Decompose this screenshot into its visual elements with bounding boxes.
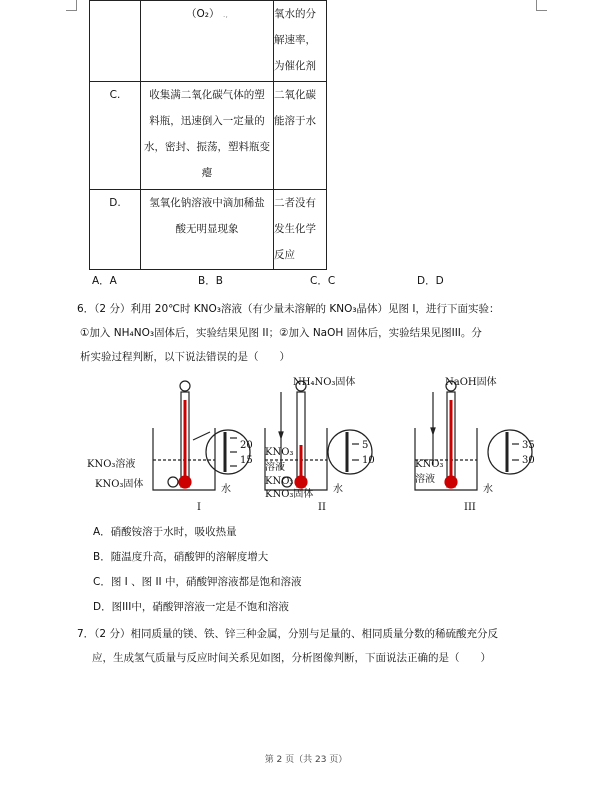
table-row [90, 190, 327, 270]
water-label: 水 [333, 484, 343, 495]
options-table [89, 0, 327, 270]
crop-mark [536, 0, 547, 11]
question-6-line-3: 析实验过程判断，以下说法错误的是（ ） [80, 351, 290, 363]
thermometer-zoom-3 [488, 430, 532, 474]
temp-label: 35 [522, 440, 535, 451]
thermometer-zoom-1 [206, 430, 250, 474]
table-row [90, 82, 327, 190]
thermometer-zoom-2 [328, 430, 372, 474]
table-cell-experiment: 收集满二氧化碳气体的塑 料瓶，迅速倒入一定量的 水，密封、振荡，塑料瓶变 瘪 [141, 82, 274, 190]
table-cell-experiment: （O₂） ., [141, 1, 274, 82]
naoh-label: NaOH固体 [445, 377, 497, 388]
table-cell-experiment: 氢氧化钠溶液中滴加稀盐 酸无明显现象 [141, 190, 274, 270]
q6-option-a: A．硝酸铵溶于水时，吸收热量 [93, 526, 237, 538]
experiment-figure [85, 370, 555, 515]
q6-option-b: B．随温度升高，硝酸钾的溶解度增大 [93, 551, 269, 563]
option-a: A．A [92, 275, 117, 287]
option-d: D．D [417, 275, 444, 287]
table-cell-label: C. [90, 82, 141, 190]
figure-label-1: I [197, 502, 201, 513]
table-cell-label: D. [90, 190, 141, 270]
q6-option-c: C．图 I 、图 II 中，硝酸钾溶液都是饱和溶液 [93, 576, 302, 588]
table-cell-conclusion: 二者没有 发生化学 反应 [274, 190, 327, 270]
water-label: 水 [221, 484, 231, 495]
table-cell-conclusion: 二氧化碳 能溶于水 [274, 82, 327, 190]
solution-label: 溶液 [265, 462, 285, 473]
temp-label: 5 [362, 440, 369, 451]
table-cell-label [90, 1, 141, 82]
kno3-solid-label: KNO₃固体 [95, 479, 144, 490]
question-7-line-2: 应，生成氢气质量与反应时间关系见如图，分析图像判断，下面说法正确的是（ ） [92, 652, 491, 664]
option-c: C．C [310, 275, 336, 287]
figure-label-2: II [318, 502, 326, 513]
question-7-line-1: 7．（2 分）相同质量的镁、铁、锌三种金属，分别与足量的、相同质量分数的稀硫酸充分反 [77, 628, 498, 640]
kno3-solid-label: KNO₃固体 [265, 489, 314, 500]
temp-label: 20 [240, 440, 253, 451]
temp-label: 10 [362, 455, 375, 466]
table-cell-conclusion: 氧水的分 解速率， 为催化剂 [274, 1, 327, 82]
kno3-solution-label: KNO₃溶液 [87, 459, 136, 470]
option-b: B．B [198, 275, 223, 287]
question-6-line-1: 6．（2 分）利用 20℃时 KNO₃溶液（有少量未溶解的 KNO₃晶体）见图 I，进行下面实验： [77, 303, 500, 315]
temp-label: 15 [240, 455, 253, 466]
kno3-label: KNO₃ [265, 447, 294, 458]
water-label: 水 [483, 484, 493, 495]
q6-option-d: D．图III中，硝酸钾溶液一定是不饱和溶液 [93, 601, 289, 613]
solution-label: 溶液 [415, 474, 435, 485]
page-footer: 第 2 页（共 23 页） [264, 755, 348, 765]
kno3-label: KNO₃ [415, 459, 444, 470]
kno3-label: KNO₃ [265, 476, 294, 487]
figure-label-3: III [464, 502, 476, 513]
question-6-line-2: ①加入 NH₄NO₃固体后，实验结果见图 II；②加入 NaOH 固体后，实验结果见图III。分 [80, 327, 482, 339]
nh4no3-label: NH₄NO₃固体 [293, 377, 356, 388]
temp-label: 30 [522, 455, 535, 466]
table-row [90, 1, 327, 82]
crop-mark [66, 0, 77, 11]
